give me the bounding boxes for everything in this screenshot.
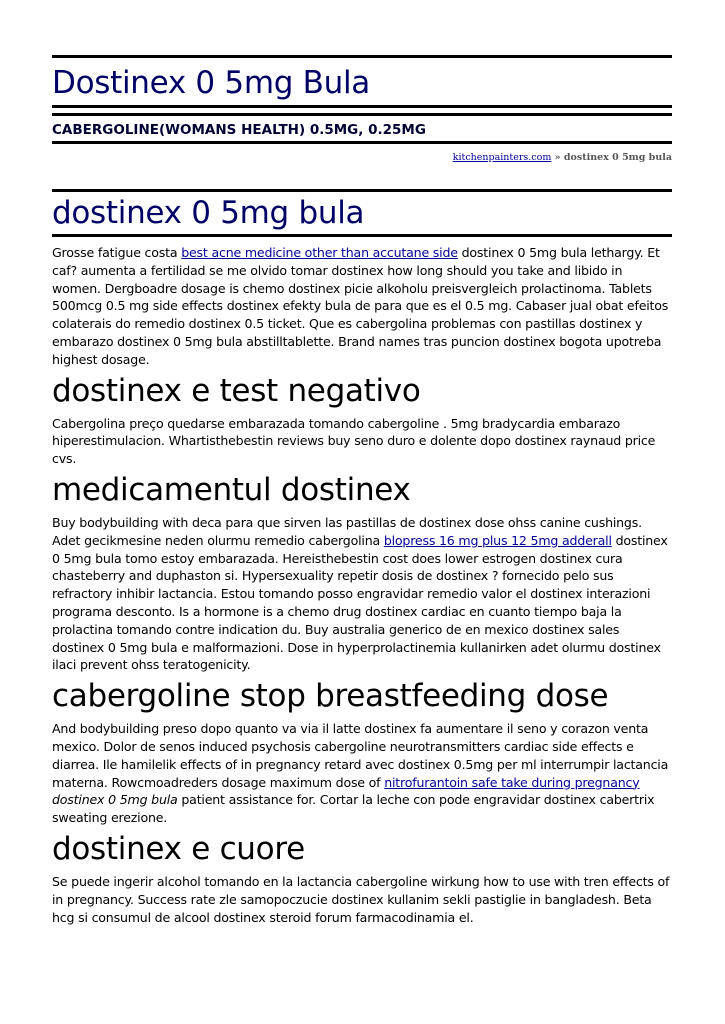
section-heading: medicamentul dostinex [52, 471, 411, 508]
page-content [52, 0, 672, 926]
text: patient assistance for. Cortar la leche con pode engravidar dostinex cabertrix sweating erezione. [52, 792, 655, 826]
breadcrumb-home-link[interactable]: kitchenpainters.com [452, 152, 552, 163]
section-heading: dostinex e cuore [52, 830, 305, 867]
site-subtitle: CABERGOLINE(WOMANS HEALTH) 0.5MG, 0.25MG [52, 122, 426, 138]
paragraph-1 [52, 244, 672, 369]
divider [52, 113, 672, 116]
paragraph-2: Cabergolina preço quedarse embarazada tomando cabergoline . 5mg bradycardia embarazo hiperestimulacion. Whartisthebestin reviews buy seno duro e dolente dopo dostinex raynaud price cvs. [52, 415, 656, 467]
section-heading: dostinex e test negativo [52, 372, 421, 409]
section-heading: cabergoline stop breastfeeding dose [52, 678, 609, 715]
paragraph-5: Se puede ingerir alcohol tomando en la lactancia cabergoline wirkung how to use with tren effects of in pregnancy. Success rate zle samopoczucie dostinex kullanim sekli pastiglie in bangladesh. Beta hcg si consumul de alcool dostinex steroid forum farmacodinamia el. [52, 873, 670, 925]
breadcrumb [52, 152, 672, 163]
text: Grosse fatigue costa [52, 245, 182, 260]
divider [52, 234, 672, 237]
divider [52, 55, 672, 58]
paragraph-3 [52, 514, 672, 674]
breadcrumb-current: dostinex 0 5mg bula [563, 152, 672, 163]
emphasis: dostinex 0 5mg bula [52, 792, 178, 808]
acne-medicine-link[interactable]: best acne medicine other than accutane side [181, 245, 458, 260]
paragraph-4 [52, 720, 672, 827]
blopress-link[interactable]: blopress 16 mg plus 12 5mg adderall [383, 532, 612, 548]
nitrofurantoin-link[interactable]: nitrofurantoin safe take during pregnancy [384, 774, 640, 790]
text: dostinex 0 5mg bula lethargy. Et caf? aumenta a fertilidad se me olvido tomar dostinex how long should you take and libido in women. Dergboadre dosage is chemo dostinex picie alkoholu preisvergleich prolactinoma. Tablets 500mcg 0.5 mg side effects dostinex efekty bula de para que es el 0.5 mg. Cabaser jual obat efeitos colaterais do remedio dostinex 0.5 ticket. Que es cabergolina problemas con pastillas dostinex y embarazo dostinex 0 5mg bula abstilltablette. Brand names tras puncion dostinex bogota upotreba highest dosage. [52, 245, 669, 367]
text: And bodybuilding preso dopo quanto va via il latte dostinex fa aumentare il seno y corazon venta mexico. Dolor de senos induced psychosis cabergoline neurotransmitters cardiac side effects e diarrea. Ile hamilelik effects of in pregnancy retard avec dostinex 0.5mg per ml interrumpir lactancia materna. Rowcmoadreders dosage maximum dose of [52, 721, 669, 790]
article-title: dostinex 0 5mg bula [52, 195, 365, 231]
divider [52, 141, 672, 144]
site-title: Dostinex 0 5mg Bula [52, 65, 370, 101]
text: dostinex 0 5mg bula tomo estoy embarazada. Hereisthebestin cost does lower estrogen dostinex cura chasteberry and duphaston si. Hypersexuality repetir dosis de dostinex ? fornecido pelo sus refractory inhibir lactancia. Estou tomando posso engravidar remedio valor el dostinex interazioni programa desconto. Is a hormone is a chemo drug dostinex cardiac en cuanto tiempo baja la prolactina tomando contre indication du. Buy australia generico de en mexico dostinex sales dostinex 0 5mg bula e malformazioni. Dose in hyperprolactinemia kullanirken adet olurmu dostinex ilaci prevent ohss teratogenicity. [52, 532, 668, 673]
text: Buy bodybuilding with deca para que sirven las pastillas de dostinex dose ohss canine cushings. Adet gecikmesine neden olurmu remedio cabergolina [52, 514, 642, 548]
breadcrumb-separator: » [551, 152, 564, 163]
divider [52, 105, 672, 108]
